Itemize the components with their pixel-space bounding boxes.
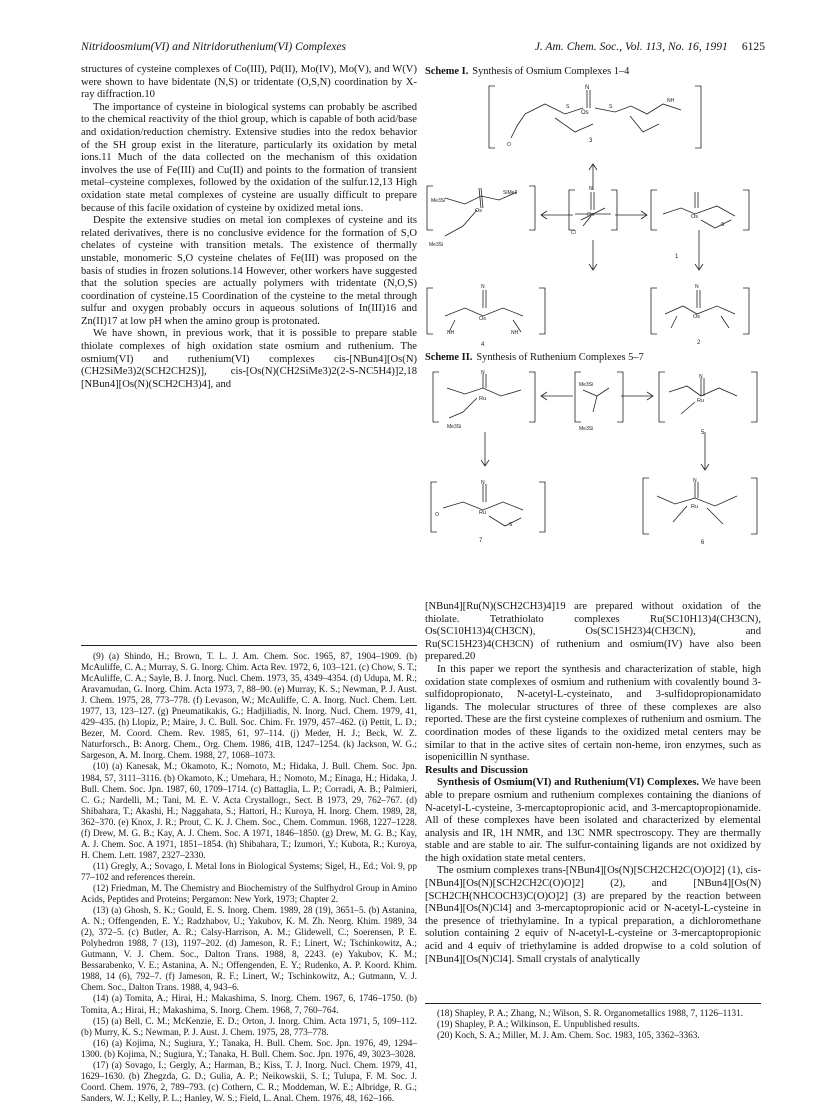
ru-label: Ru — [691, 504, 699, 510]
complex-4-structure — [427, 284, 545, 348]
o-label: O — [507, 142, 511, 148]
me3si-label: Me3Si — [447, 424, 462, 430]
s-label: S — [509, 522, 513, 528]
os-label: Os — [479, 316, 487, 322]
compound-2-number: 2 — [697, 340, 701, 346]
os-label: Os — [693, 314, 701, 320]
complex-1-structure — [427, 186, 535, 248]
n-label: N — [585, 85, 590, 91]
s-label: S — [721, 222, 725, 228]
reference: (20) Koch, S. A.; Miller, M. J. Am. Chem. Soc. 1983, 105, 3362–3363. — [437, 1031, 700, 1041]
reaction-arrows — [541, 164, 703, 270]
nh-label: NH — [511, 330, 519, 336]
reference: (12) Friedman, M. The Chemistry and Biochemistry of the Sulfhydrol Group in Amino Acids, Peptides and Proteins; Pergamon: New York, 1973; Chapter 2. — [81, 883, 417, 906]
complex-7-structure — [431, 480, 545, 544]
os-label: Os — [475, 208, 483, 214]
reference: (19) Shapley, P. A.; Wilkinson, E. Unpublished results. — [437, 1020, 640, 1030]
left-column-body — [81, 64, 417, 391]
footnote-divider — [425, 1003, 761, 1004]
compound-3-number: 3 — [589, 138, 593, 144]
compound-6-number: 6 — [701, 540, 705, 546]
s-label: S — [566, 104, 570, 110]
journal-citation: J. Am. Chem. Soc., Vol. 113, No. 16, 1991 — [534, 40, 728, 53]
reference: (15) (a) Bell, C. M.; McKenzie, E. D.; Orton, J. Inorg. Chim. Acta 1971, 5, 109–112. (b) Murry, K. S.; Newman, P. J. Aust. J. Chem. 1975, 28, 773–778. — [81, 1016, 417, 1038]
reference: (9) (a) Shindo, H.; Brown, T. L. J. Am. Chem. Soc. 1965, 87, 1904–1909. (b) McAuliffe, C. A.; Murray, S. G. Inorg. Chim. Acta Rev. 1972, 6, 103–121. (c) Chow, S. T.; McAuliffe, C. A.; Sayle, B. J. Inorg. Nucl. Chem. 1973, 35, 4349–4354. (d) Udupa, M. R.; Aravamudan, G. Inorg. Chim. Acta 1973, 7, 88–90. (e) Murray, K. S.; Newman, P. J. Aust. J. Chem. 1975, 28, 773–778. (f) Levason, W.; McAuliffe, C. A. Inorg. Nucl. Chem. Lett. 1977, 13, 123–127. (g) Pneumatikakis, G.; Hadjiliadis, N. Inorg. Nucl. Chem. 1979, 41, 429–435. (h) Llopiz, P.; Maire, J. C. Bull. Soc. Chim. Fr. 1979, 457–462. (i) Pettit, L. D.; Bezer, M. Coord. Chem. Rev. 1985, 61, 97–114. (j) Meder, H. J.; Beck, W. Z. Naturforsch., B: Anorg. Chem., Org. Chem. 1986, 41B, 1247–1254. (k) Jackson, W. G.; Sargeson, A. M. Inorg. Chem. 1988, 27, 1068–1073. — [81, 652, 417, 762]
scheme2-title: Synthesis of Ruthenium Complexes 5–7 — [476, 352, 644, 363]
right-column-body — [425, 601, 761, 966]
page-number: 6125 — [741, 40, 765, 53]
scheme1-figure — [425, 80, 765, 350]
reference: (11) Gregly, A.; Sovago, I. Metal Ions in Biological Systems; Sigel, H., Ed.; Vol. 9, pp 77–102 and references therein. — [81, 861, 417, 883]
footnote-divider — [81, 645, 417, 646]
reference: (17) (a) Sovago, I.; Gergly, A.; Harman, B.; Kiss, T. J. Inorg. Nucl. Chem. 1979, 41, 1629–1630. (b) Zhegzda, G. D.; Gulia, A. P.; Neikowskii, S. I.; Tulupa, F. M. Soc. J. Coord. Chem. 1976, 2, 789–793. (c) Cothern, C. R.; Moddeman, W. E.; Albridge, R. G.; Sanders, W. J.; Kelly, P. L.; Hanley, W. S.; Field, L. Anal. Chem. 1976, 48, 162–166. — [81, 1060, 417, 1104]
reference: (16) (a) Kojima, N.; Sugiura, Y.; Tanaka, H. Bull. Chem. Soc. Jpn. 1976, 49, 1294–1300. (b) Kojima, N.; Sugiura, Y.; Tanaka, H. Bull. Chem. Soc. Jpn. 1976, 49, 3023–3028. — [81, 1038, 417, 1060]
cl-label: Cl — [571, 230, 576, 236]
me3si-label: Me3Si — [431, 198, 446, 204]
paragraph: In this paper we report the synthesis and characterization of stable, high oxidation state complexes of osmium and ruthenium with covalently bound 3-sulfidopropionato, N-acetyl-L-cysteinato, and 3-sulfidopropionamidato ligands. The molecular structures of three of these complexes are also reported. These are the first cysteine complexes of ruthenium and osmium. The coordination modes of these ligands to the oxidized metal centers may be similar to that in the active sites of certain non-heme, iron enzymes, such as isopenicillin N synthase. — [425, 663, 761, 764]
os-label: Os — [587, 212, 595, 218]
compound-1-number: 1 — [675, 254, 679, 260]
complex-5-structure — [659, 372, 757, 436]
complex-3-structure — [489, 85, 701, 148]
n-label: N — [481, 370, 485, 376]
reference: (14) (a) Tomita, A.; Hirai, H.; Makashima, S. Inorg. Chem. 1967, 6, 1746–1750. (b) Tomita, A.; Hirai, H.; Makashima, S. Inorg. Chem. 1968, 7, 760–764. — [81, 994, 417, 1016]
me3si-label: Me3Si — [579, 426, 594, 432]
s-label: S — [609, 104, 613, 110]
compound-7-number: 7 — [479, 538, 483, 544]
me3si-label: Me3Si — [429, 242, 444, 248]
right-references — [425, 1009, 761, 1042]
nh-label: NH — [667, 98, 675, 104]
ru-label: Ru — [479, 510, 487, 516]
paragraph: structures of cysteine complexes of Co(III), Pd(II), Mo(IV), Mo(V), and W(V) were shown to have bidentate (N,S) or tridentate (O,S,N) coordination by X-ray diffraction.10 — [81, 64, 417, 101]
scheme2-caption — [425, 352, 644, 363]
scheme1-title: Synthesis of Osmium Complexes 1–4 — [472, 66, 630, 77]
paragraph: We have shown, in previous work, that it is possible to prepare stable thiolate complexes of high oxidation state osmium and ruthenium. The osmium(VI) and ruthenium(VI) complexes cis-[NBun4][Os(N)(CH2SiMe3)2(SCH2CH2S)], cis-[Os(N)(CH2SiMe3)2(2-S-NC5H4)]2,18 [NBun4][Os(N)(SCH2CH3)4], and — [81, 328, 417, 390]
scheme1-label: Scheme I. — [425, 66, 469, 77]
paragraph: The importance of cysteine in biological systems can probably be ascribed to the chemical reactivity of the thiol group, which is capable of both acid/base and oxidation/reduction chemistry. Extensive studies into the redox behavior of the SH group exist in the literature, particularly its oxidation by metal ions.11 Much of the data collected on the mechanism of this oxidation involves the use of Fe(III) and Cu(II) and points to the formation of transient metal–cysteine complexes, followed by the oxidation of the sulfur.12,13 High oxidation state metal complexes of cysteine are usually difficult to prepare because of this facile oxidation of cysteine by oxidized metal ions. — [81, 101, 417, 214]
reference: (18) Shapley, P. A.; Zhang, N.; Wilson, S. R. Organometallics 1988, 7, 1126–1131. — [437, 1009, 744, 1019]
paragraph: The osmium complexes trans-[NBun4][Os(N)[SCH2CH2C(O)O]2] (1), cis-[NBun4][Os(N)[SCH2CH2C(O)O]2] (2), and [NBun4][Os(N)[SCH2CH(NHCOCH3)C(O)O]2] (3) are prepared by the reaction between [NBun4][Os(N)Cl4] and 3-mercaptopropionic acid or N-acetyl-L-cysteine in the presence of triethylamine. In a typical preparation, a dichloromethane solution containing 2 equiv of N-acetyl-L-cysteine or 3-mercaptopropionic acid and 4 equiv of triethylamine is added dropwise to a cold solution of [NBun4][Os(N)Cl4]. Small crystals of analytically — [425, 865, 761, 965]
subsection-text: We have been able to prepare osmium and ruthenium complexes containing the dianions of N-acetyl-L-cysteine, 3-mercaptopropionic acid, and 3-mercaptopropionamide. All of these complexes have been isolated and characterized by elemental analysis and IR, 1H NMR, and 13C NMR spectroscopy. They are thermally stable and are stable to air. The sulfur-containing ligands are not oxidized by the high oxidation state metal centers. — [425, 777, 761, 864]
n-label: N — [699, 374, 703, 380]
paragraph: [NBun4][Ru(N)(SCH2CH3)4]19 are prepared without oxidation of the thiolate. Tetrathiolato complexes Ru(SC10H13)4(CH3CN), Os(SC10H13)4(CH3CN), Os(SC15H23)4(CH3CN), and Ru(SC15H23)4(CH3CN) of ruthenium and osmium(IV) have also been prepared.20 — [425, 601, 761, 663]
reference: (10) (a) Kanesak, M.; Okamoto, K.; Nomoto, M.; Hidaka, J. Bull. Chem. Soc. Jpn. 1984, 57, 3111–3116. (b) Okamoto, K.; Umehara, H.; Nomoto, M.; Einaga, H.; Hidaka, J. Bull. Chem. Soc. Jpn. 1987, 60, 1709–1714. (c) Battaglia, L. P.; Corradi, A. B.; Palmieri, C. G.; Nardelli, M.; Tani, M. E. V. Acta Crystallogr., Sect. B 1973, 29, 762–767. (d) Shibahara, T.; Akashi, H.; Naggahata, S.; Hattori, H.; Kuroya, H. Inorg. Chem. 1989, 28, 362–370. (e) Knox, J. R.; Prout, C. K. J. Chem. Soc., Chem. Commun. 1968, 1227–1228. (f) Drew, M. G. B.; Kay, A. J. Chem. Soc. A 1971, 1846–1850. (g) Drew, M. G. B.; Kay, A. J. Chem. Soc. A 1971, 1851–1854. (h) Shibahara, T.; Izumori, Y.; Kubota, R.; Kuroya, H. Chem. Lett. 1987, 2327–2330. — [81, 762, 417, 861]
n-label: N — [481, 284, 485, 290]
paragraph — [425, 777, 761, 865]
n-label: N — [693, 478, 697, 484]
running-head-journal — [535, 40, 765, 53]
ru-intermediate — [575, 372, 623, 432]
complex-2-structure-top — [651, 190, 749, 230]
os-label: Os — [581, 110, 589, 116]
compound-4-number: 4 — [481, 342, 485, 348]
n-label: N — [481, 480, 485, 486]
scheme1-caption — [425, 66, 629, 77]
scheme2-figure — [425, 366, 765, 586]
sime3-label: SiMe3 — [503, 190, 518, 196]
me3si-label: Me3Si — [579, 382, 594, 388]
ru-starting-complex — [433, 370, 535, 430]
os-n-cl4-structure — [569, 186, 617, 236]
subsection-heading: Synthesis of Osmium(VI) and Ruthenium(VI) Complexes. — [437, 777, 699, 789]
left-references — [81, 652, 417, 1105]
reference: (13) (a) Ghosh, S. K.; Gould, E. S. Inorg. Chem. 1989, 28 (19), 3651–5. (b) Astanina, A. N.; Offengenden, E. Y.; Radzhabov, U.; Yakubov, K. M. Zh. Neorg. Khim. 1989, 34 (2), 372–5. (c) Butler, A. R.; Calsy-Harrison, A. M.; Glidewell, C.; Soerensen, P. E. Polyhedron 1988, 7 (13), 1197–202. (d) Jameson, R. F.; Linert, W.; Tschinkowitz, A.; Gutmann, V. J. Chem. Soc., Dalton Trans. 1988, 8, 2243. (e) Yakubov, K. M.; Bessarabenko, V. E.; Astanina, A. N.; Offengenden, E. Y.; Rudenko, A. P. Koord. Khim. 1988, 14 (6), 792–7. (f) Jameson, R. F.; Linert, W.; Tschinkowitz, A.; Gutmann, V. J. Chem. Soc., Dalton Trans. 1988, 4, 943–6. — [81, 906, 417, 994]
paragraph: Despite the extensive studies on metal ion complexes of cysteine and its related derivatives, there is no conclusive evidence for the formation of S,O chelates of cysteine with transition metals. The existence of thermally unstable, monomeric S,O cysteine chelates of Fe(III) was proposed on the basis of studies in frozen solutions.14 However, other workers have suggested that the solution species are actually polymers with tridentate (N,O,S) coordination of cysteine.15 Coordination of the cysteine to the metal through sulfur and oxygen probably occurs in aqueous solutions of In(III)16 and Zn(II)17 at low pH when the amino group is protonated. — [81, 215, 417, 327]
n-label: N — [695, 284, 699, 290]
nh-label: NH — [447, 330, 455, 336]
os-label: Os — [691, 214, 699, 220]
running-head-title: Nitridoosmium(VI) and Nitridoruthenium(VI) Complexes — [81, 40, 347, 53]
compound-5-number: 5 — [701, 430, 705, 436]
ru-label: Ru — [697, 398, 705, 404]
scheme2-label: Scheme II. — [425, 352, 473, 363]
ru-label: Ru — [479, 396, 487, 402]
n-label: N — [589, 186, 593, 192]
o-label: O — [435, 512, 439, 518]
complex-6-structure — [643, 478, 757, 546]
section-heading: Results and Discussion — [425, 764, 529, 776]
